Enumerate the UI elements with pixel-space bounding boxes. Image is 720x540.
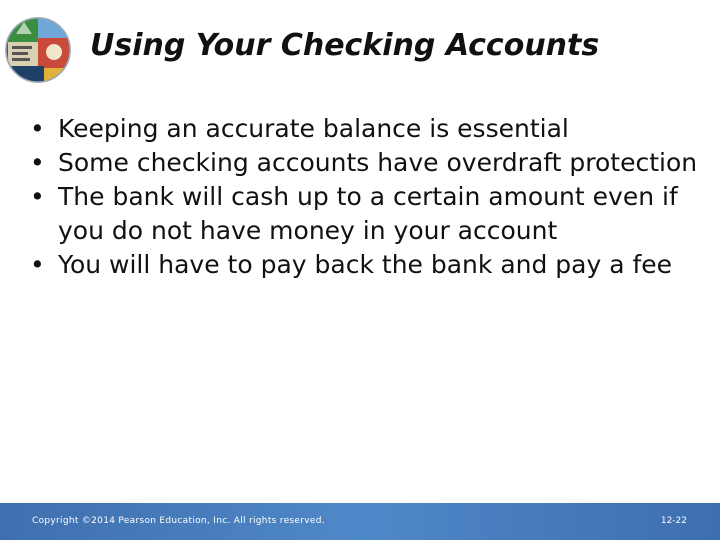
bullet-item <box>30 112 700 146</box>
finance-collage-logo-icon <box>2 6 72 86</box>
bullet-dot-icon: • <box>30 114 45 143</box>
footer-bar <box>0 503 720 540</box>
bullet-list <box>30 112 700 282</box>
bullet-item <box>30 180 700 248</box>
bullet-item <box>30 146 700 180</box>
bullet-text: You will have to pay back the bank and pay a fee <box>58 250 673 279</box>
bullet-dot-icon: • <box>30 148 45 177</box>
bullet-dot-icon: • <box>30 182 45 211</box>
page-number: 12-22 <box>660 516 687 526</box>
bullet-text: The bank will cash up to a certain amount even if you do not have money in your account <box>58 182 678 245</box>
slide-title: Using Your Checking Accounts <box>90 28 600 63</box>
bullet-text: Some checking accounts have overdraft protection <box>58 148 698 177</box>
logo-graphic <box>2 6 72 86</box>
bullet-dot-icon: • <box>30 250 45 279</box>
bullet-item <box>30 248 700 282</box>
bullet-text: Keeping an accurate balance is essential <box>58 114 569 143</box>
copyright-notice: Copyright ©2014 Pearson Education, Inc. All rights reserved. <box>32 516 325 526</box>
